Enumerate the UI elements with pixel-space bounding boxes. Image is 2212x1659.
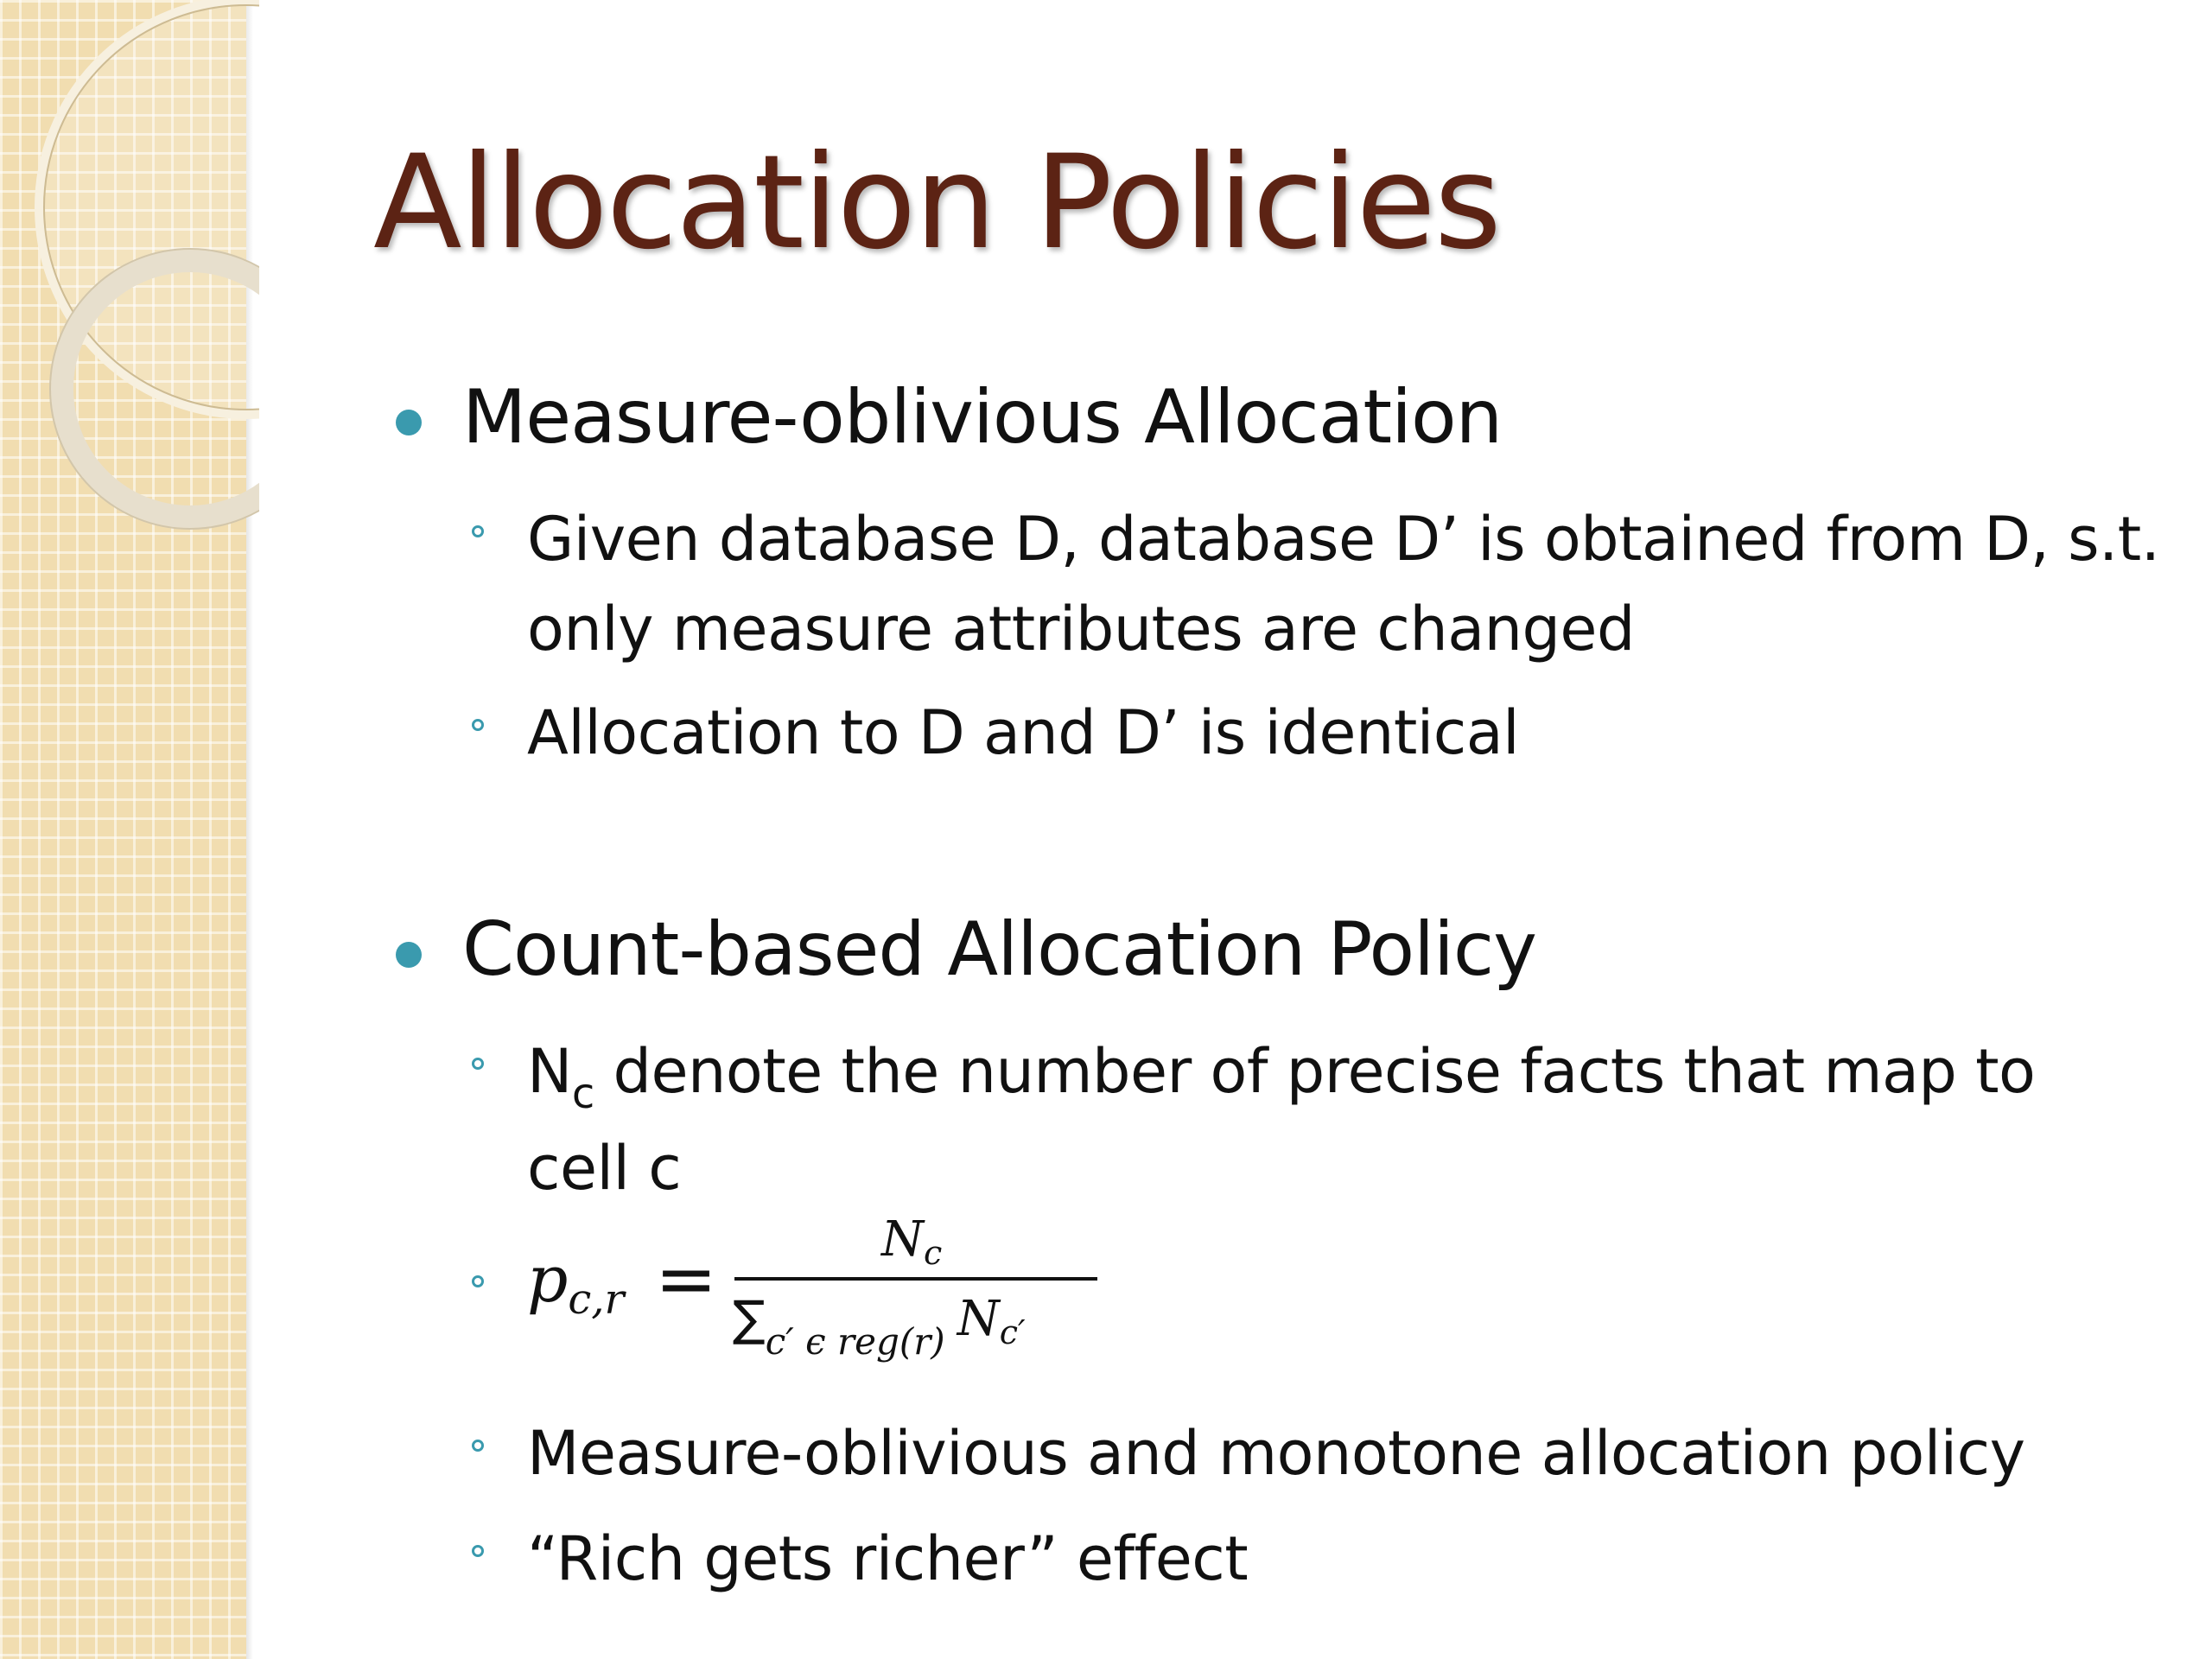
n-symbol: N — [527, 1036, 572, 1107]
sum-range: c′ ϵ reg(r) — [765, 1320, 945, 1363]
subbullet-rich-gets-richer — [527, 1514, 1248, 1604]
formula-denominator — [733, 1291, 1026, 1363]
subbullet-allocation-identical — [527, 688, 1519, 778]
decorative-rings — [0, 0, 259, 553]
formula-equals: = — [655, 1236, 718, 1322]
bullet-measure-oblivious-allocation — [462, 375, 1502, 461]
fraction-bar — [734, 1277, 1097, 1281]
subbullet-line: cell c — [527, 1133, 682, 1204]
sub-bullet-ring-icon — [472, 719, 484, 731]
subbullet-line: “Rich gets richer” effect — [527, 1523, 1249, 1594]
sub-bullet-ring-icon — [472, 1275, 484, 1287]
bullet-dot-icon — [396, 410, 422, 435]
denominator-subscript: c′ — [999, 1313, 1026, 1351]
subbullet-line: only measure attributes are changed — [527, 594, 1635, 664]
formula-numerator — [881, 1211, 942, 1272]
subbullet-nc-definition — [527, 1027, 2035, 1213]
sub-bullet-ring-icon — [472, 1058, 484, 1070]
subbullet-measure-oblivious-monotone — [527, 1408, 2025, 1498]
sub-bullet-ring-icon — [472, 525, 484, 537]
allocation-formula — [527, 1201, 1132, 1391]
n-subscript: c — [571, 1070, 594, 1118]
formula-lhs-subscript: c,r — [568, 1275, 625, 1324]
formula-lhs — [527, 1243, 624, 1324]
numerator-symbol: N — [881, 1211, 924, 1268]
subbullet-line — [527, 1027, 2035, 1123]
decorative-rings-graphic — [0, 0, 259, 553]
bullet-dot-icon — [396, 942, 422, 968]
bullet-heading: Measure-oblivious Allocation — [462, 374, 1503, 461]
formula-lhs-symbol: p — [527, 1243, 569, 1317]
subbullet-line: Given database D, database D’ is obtained from D, s.t. — [527, 504, 2160, 575]
numerator-subscript: c — [924, 1234, 943, 1272]
subbullet-line: Measure-oblivious and monotone allocation policy — [527, 1418, 2025, 1489]
subbullet-line: Allocation to D and D’ is identical — [527, 697, 1520, 768]
nc-definition-text: denote the number of precise facts that map to — [594, 1036, 2036, 1107]
bullet-heading: Count-based Allocation Policy — [462, 906, 1537, 993]
bullet-count-based-allocation-policy — [462, 907, 1536, 993]
subbullet-given-database — [527, 494, 2160, 674]
sum-symbol: ∑ — [733, 1291, 766, 1347]
sub-bullet-ring-icon — [472, 1545, 484, 1557]
denominator-symbol: N — [957, 1291, 1000, 1347]
slide-title: Allocation Policies — [373, 128, 1500, 278]
sub-bullet-ring-icon — [472, 1440, 484, 1452]
